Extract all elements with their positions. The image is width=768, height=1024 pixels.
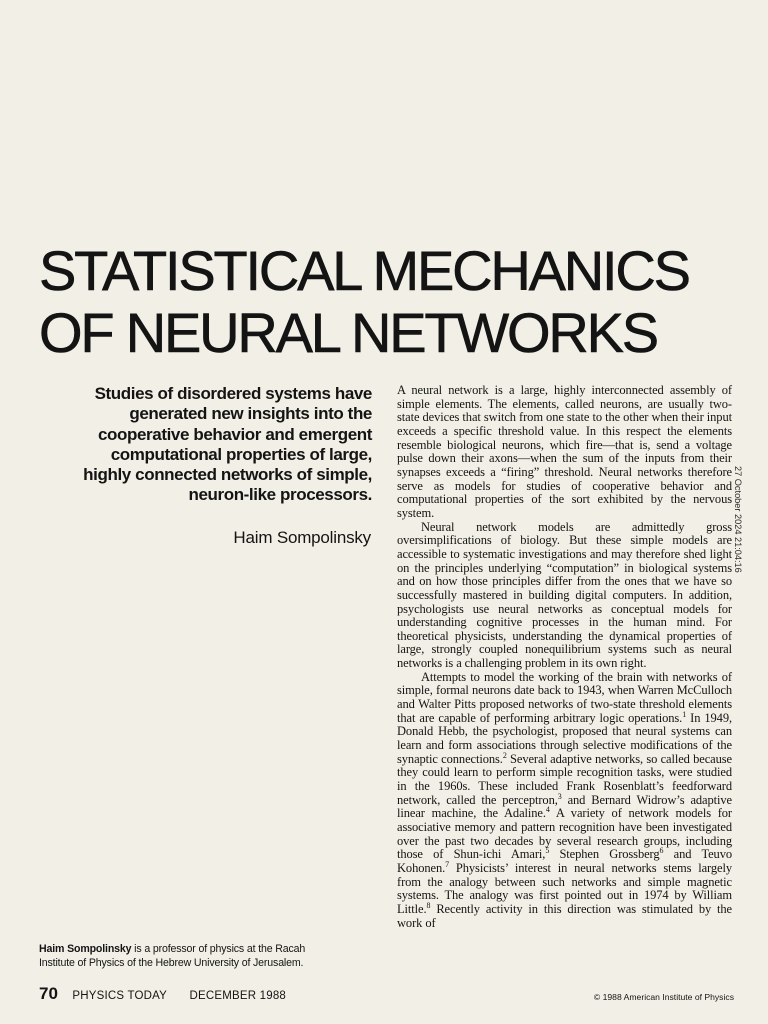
bio-line-2: Institute of Physics of the Hebrew University of Jerusalem. xyxy=(39,957,304,969)
reference-1: 1 xyxy=(682,709,687,719)
page-number: 70 xyxy=(39,984,58,1003)
paragraph-text: Stephen Grossberg xyxy=(549,847,660,862)
paragraph-text: A variety of network models for associative memory and pattern recognition have been investigated over the past two decades by several research groups, including those of Shun-ichi Amari, xyxy=(397,806,732,862)
article-title xyxy=(39,240,739,364)
journal-name: PHYSICS TODAY xyxy=(72,990,168,1002)
reference-6: 6 xyxy=(659,846,664,856)
timestamp-text: 27 October 2024 21:04:16 xyxy=(733,466,743,573)
download-timestamp xyxy=(733,466,760,581)
paragraph-text: and Bernard Widrow’s adaptive linear machine, the Adaline. xyxy=(397,792,732,821)
copyright-notice: © 1988 American Institute of Physics xyxy=(593,992,734,1002)
paragraph-text: In 1949, Donald Hebb, the psychologist, proposed that neural systems can learn and form associations through selective modifications of the synaptic connections. xyxy=(397,710,733,766)
deck-line-3: cooperative behavior and emergent xyxy=(98,424,372,444)
reference-3: 3 xyxy=(557,791,562,801)
paragraph-text: and Teuvo Kohonen. xyxy=(397,847,733,875)
issue-date: DECEMBER 1988 xyxy=(189,990,287,1002)
reference-4: 4 xyxy=(545,805,550,815)
body-paragraph-1: A neural network is a large, highly interconnected assembly of simple elements. The elements, called neurons, are usually two-state devices that switch from one state to the other when their input exceeds a specific threshold value. In this respect the elements resemble biological neurons, which fire—that is, send a voltage pulse down their axons—when the sum of the inputs from their synapses exceeds a “firing” threshold. Neural networks therefore serve as models for studies of cooperative behavior and computational properties of the sort exhibited by the nervous system. xyxy=(397,383,732,520)
author-bio xyxy=(39,942,384,970)
bio-line-1 xyxy=(39,942,384,956)
deck-line-2: generated new insights into the xyxy=(129,404,372,424)
bio-text: is a professor of physics at the Racah xyxy=(131,943,306,955)
reference-7: 7 xyxy=(445,859,450,869)
body-paragraph-3 xyxy=(397,671,732,930)
reference-2: 2 xyxy=(502,750,507,760)
author-byline: Haim Sompolinsky xyxy=(233,528,371,547)
page-footer xyxy=(39,984,286,1004)
body-paragraph-2: Neural network models are admittedly gross oversimplifications of biology. But these simple models are accessible to systematic investigations and may therefore shed light on the principles underlying “computation” in biological systems and on how those principles differ from the ones that we have so successfully mastered in building digital computers. In addition, psychologists use neural networks as conceptual models for understanding cognitive processes in the human mind. For theoretical physicists, understanding the dynamical properties of large, strongly coupled nonequilibrium systems such as neural networks is a challenging problem in its own right. xyxy=(397,519,732,671)
bio-name: Haim Sompolinsky xyxy=(39,943,132,955)
deck-line-6: neuron-like processors. xyxy=(188,485,372,505)
paragraph-text: Physicists’ interest in neural networks stems largely from the analogy between such networks and simple magnetic systems. The analogy was first pointed out in 1974 by William Little. xyxy=(397,860,732,916)
paragraph-text: Several adaptive networks, so called because they could learn to perform simple recognition tasks, were studied in the 1960s. These included Frank Rosenblatt’s feedforward network, called the perceptron, xyxy=(397,751,732,807)
deck-line-1: Studies of disordered systems have xyxy=(94,384,372,403)
article-body xyxy=(397,384,732,930)
deck-line-5: highly connected networks of simple, xyxy=(83,465,372,485)
title-line-1: STATISTICAL MECHANICS xyxy=(39,239,689,302)
paragraph-text: Attempts to model the working of the brain with networks of simple, formal neurons date back to 1943, when Warren McCulloch and Walter Pitts proposed networks of two-state threshold elements that are capable of performing arbitrary logic operations. xyxy=(397,669,732,725)
reference-8: 8 xyxy=(426,900,431,910)
reference-5: 5 xyxy=(545,846,550,856)
article-deck xyxy=(32,384,372,506)
deck-line-4: computational properties of large, xyxy=(110,444,372,464)
title-line-2: OF NEURAL NETWORKS xyxy=(39,301,657,364)
paragraph-text: Recently activity in this direction was stimulated by the work of xyxy=(397,901,732,930)
